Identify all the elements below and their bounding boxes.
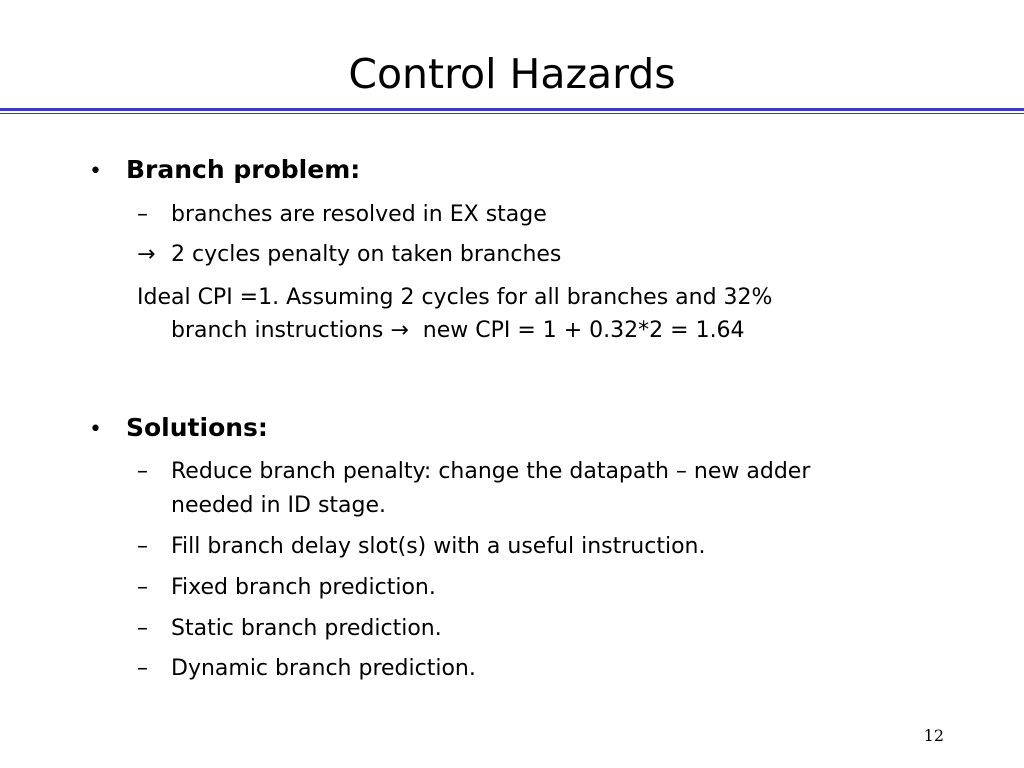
dash-icon: – xyxy=(137,575,148,600)
note-text-b: new CPI = 1 + 0.32*2 = 1.64 xyxy=(422,318,745,343)
dash-icon: – xyxy=(137,459,148,484)
dash-icon: – xyxy=(137,202,148,227)
list-item: Dynamic branch prediction. xyxy=(171,656,476,681)
list-item-continued: needed in ID stage. xyxy=(171,493,387,518)
arrow-icon: → xyxy=(390,318,409,343)
dash-icon: – xyxy=(137,534,148,559)
bullet-icon: • xyxy=(89,159,102,184)
arrow-icon: → xyxy=(137,242,156,267)
section-heading-branch-problem: Branch problem: xyxy=(126,155,361,184)
list-item: Reduce branch penalty: change the datapath – new adder xyxy=(171,459,811,484)
note-text-a: branch instructions xyxy=(171,318,384,343)
ideal-cpi-note: Ideal CPI =1. Assuming 2 cycles for all branches and 32% xyxy=(137,285,773,310)
page-number: 12 xyxy=(923,726,944,745)
dash-icon: – xyxy=(137,616,148,641)
slide-title: Control Hazards xyxy=(348,50,676,98)
ideal-cpi-note-continued xyxy=(171,318,745,343)
list-item: Static branch prediction. xyxy=(171,616,442,641)
dash-icon: – xyxy=(137,656,148,681)
list-item: Fill branch delay slot(s) with a useful instruction. xyxy=(171,534,706,559)
section-heading-solutions: Solutions: xyxy=(126,413,268,442)
list-item: branches are resolved in EX stage xyxy=(171,202,547,227)
list-item: 2 cycles penalty on taken branches xyxy=(171,242,562,267)
list-item: Fixed branch prediction. xyxy=(171,575,436,600)
bullet-icon: • xyxy=(89,417,102,442)
